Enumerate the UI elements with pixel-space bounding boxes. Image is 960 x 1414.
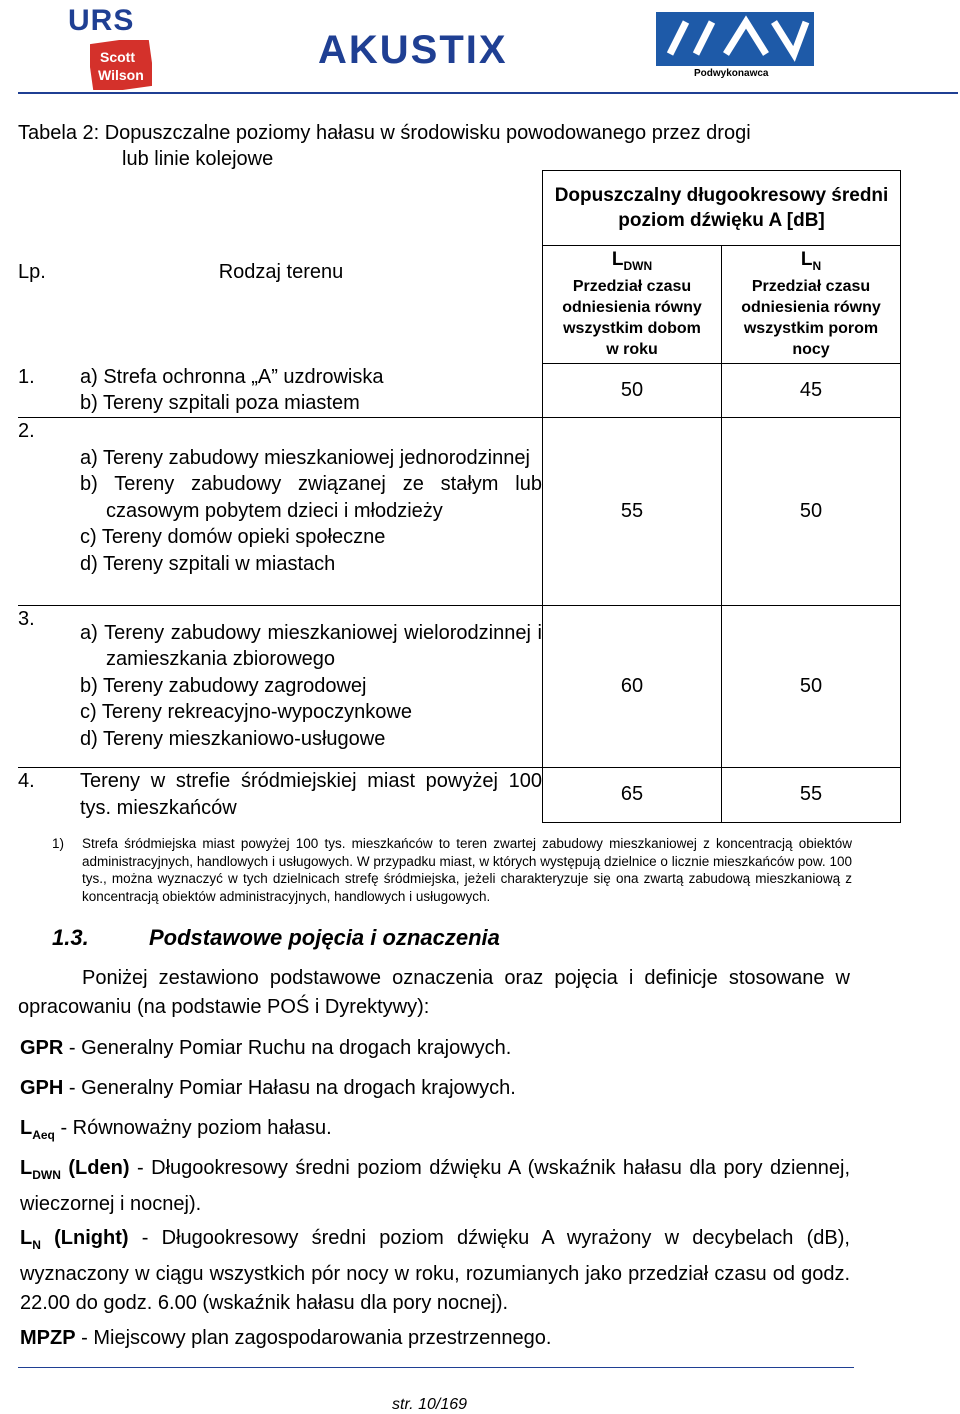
dhv-logo: [656, 12, 814, 66]
scott-wilson-logo: [90, 40, 152, 90]
row-items: a) Strefa ochronna „A” uzdrowiska b) Tereny szpitali poza miastem: [80, 365, 384, 414]
col-ln-header: $L_N$ Przedział czasu odniesienia równy wszystkim porom nocy: [722, 246, 901, 364]
caption-line-1: Tabela 2: Dopuszczalne poziomy hałasu w środowisku powodowanego przez drogi: [18, 122, 751, 144]
row-ldwn-value: 50: [543, 364, 722, 418]
intro-paragraph: Poniżej zestawiono podstawowe oznaczenia oraz pojęcia i definicje stosowane w opracowaniu (na podstawie POŚ i Dyrektywy):: [18, 967, 850, 1018]
definition-gpr: GPR - Generalny Pomiar Ruchu na drogach krajowych.: [20, 1037, 512, 1059]
col-ldwn-header: $L_{DWN}$ Przedział czasu odniesienia równy wszystkim dobom w roku: [543, 246, 722, 364]
row-items: a) Tereny zabudowy mieszkaniowej jednorodzinnej b) Tereny zabudowy związanej ze stałym lub czasowym pobytem dzieci i młodzieży c) Tereny domów opieki społeczne d) Tereny szpitali w miastach: [80, 417, 543, 605]
row-lp: 3.: [18, 605, 80, 767]
table-row: [18, 605, 901, 767]
row-ln-value: 50: [722, 417, 901, 605]
footnote-text: Strefa śródmiejska miast powyżej 100 tys. mieszkańców to teren zwartej zabudowy mieszkaniowej z koncentracją obiektów administracyjnych, handlowych i usługowych. W przypadku miast, w których występują dzielnice o licznie mieszkańców pow. 100 tys., można wyznaczyć w tych dzielnicach strefę śródmiejska, jeżeli charakteryzuje się ona zwartą zabudową mieszkaniową z koncentracją obiektów administracyjnych, handlowych i usługowych.: [82, 836, 852, 904]
row-items: Tereny w strefie śródmiejskiej miast powyżej 100 tys. mieszkańców: [80, 767, 543, 822]
noise-limits-table: [18, 170, 901, 823]
col-group-header: Dopuszczalny długookresowy średni poziom dźwięku A [dB]: [543, 171, 901, 246]
urs-logo: URS: [68, 4, 135, 37]
table-row: [18, 364, 901, 418]
akustix-logo: AKUSTIX: [318, 28, 508, 72]
page-number: str. 10/169: [392, 1396, 468, 1413]
row-ldwn-value: 55: [543, 417, 722, 605]
row-ln-value: 55: [722, 767, 901, 822]
footer-divider: [18, 1367, 854, 1368]
row-ldwn-value: 65: [543, 767, 722, 822]
definition-gph: GPH - Generalny Pomiar Hałasu na drogach krajowych.: [20, 1077, 516, 1099]
col-type-header: Rodzaj terenu: [218, 260, 344, 283]
row-ldwn-value: 60: [543, 605, 722, 767]
section-number: 1.3.: [52, 925, 89, 950]
definition-ldwn: $L_{DWN}$ (Lden) - Długookresowy średni poziom dźwięku A (wskaźnik hałasu dla pory dziennej, wieczornej i nocnej).: [20, 1157, 850, 1215]
definition-mpzp: MPZP - Miejscowy plan zagospodarowania przestrzennego.: [20, 1327, 552, 1349]
definition-laeq: $L_{Aeq}$ - Równoważny poziom hałasu.: [20, 1117, 332, 1142]
col-lp-header: Lp.: [18, 260, 46, 283]
wilson-text: Wilson: [98, 67, 144, 83]
footnote: [52, 835, 852, 905]
row-lp: 2.: [18, 417, 80, 605]
row-lp: 4.: [18, 767, 80, 822]
row-lp: 1.: [18, 365, 35, 388]
table-row: [18, 417, 901, 605]
row-ln-value: 45: [722, 364, 901, 418]
row-ln-value: 50: [722, 605, 901, 767]
definition-ln: $L_N$ (Lnight) - Długookresowy średni poziom dźwięku A wyrażony w decybelach (dB), wyznaczony w ciągu wszystkich pór nocy w roku, rozumianych jako przedział czasu od godz. 22.00 do godz. 6.00 (wskaźnik hałasu dla pory nocnej).: [20, 1227, 850, 1314]
header-divider: [18, 92, 958, 94]
table-caption: [18, 120, 751, 172]
row-items: a) Tereny zabudowy mieszkaniowej wielorodzinnej i zamieszkania zbiorowego b) Tereny zabudowy zagrodowej c) Tereny rekreacyjno-wypoczynkowe d) Tereny mieszkaniowo-usługowe: [80, 605, 543, 767]
footnote-number: 1): [52, 836, 65, 851]
scott-text: Scott: [100, 49, 135, 65]
dhv-caption: Podwykonawca: [694, 68, 769, 79]
caption-line-2: lub linie kolejowe: [122, 148, 274, 170]
section-heading: [52, 925, 500, 951]
section-title: Podstawowe pojęcia i oznaczenia: [149, 925, 500, 950]
table-row: [18, 767, 901, 822]
